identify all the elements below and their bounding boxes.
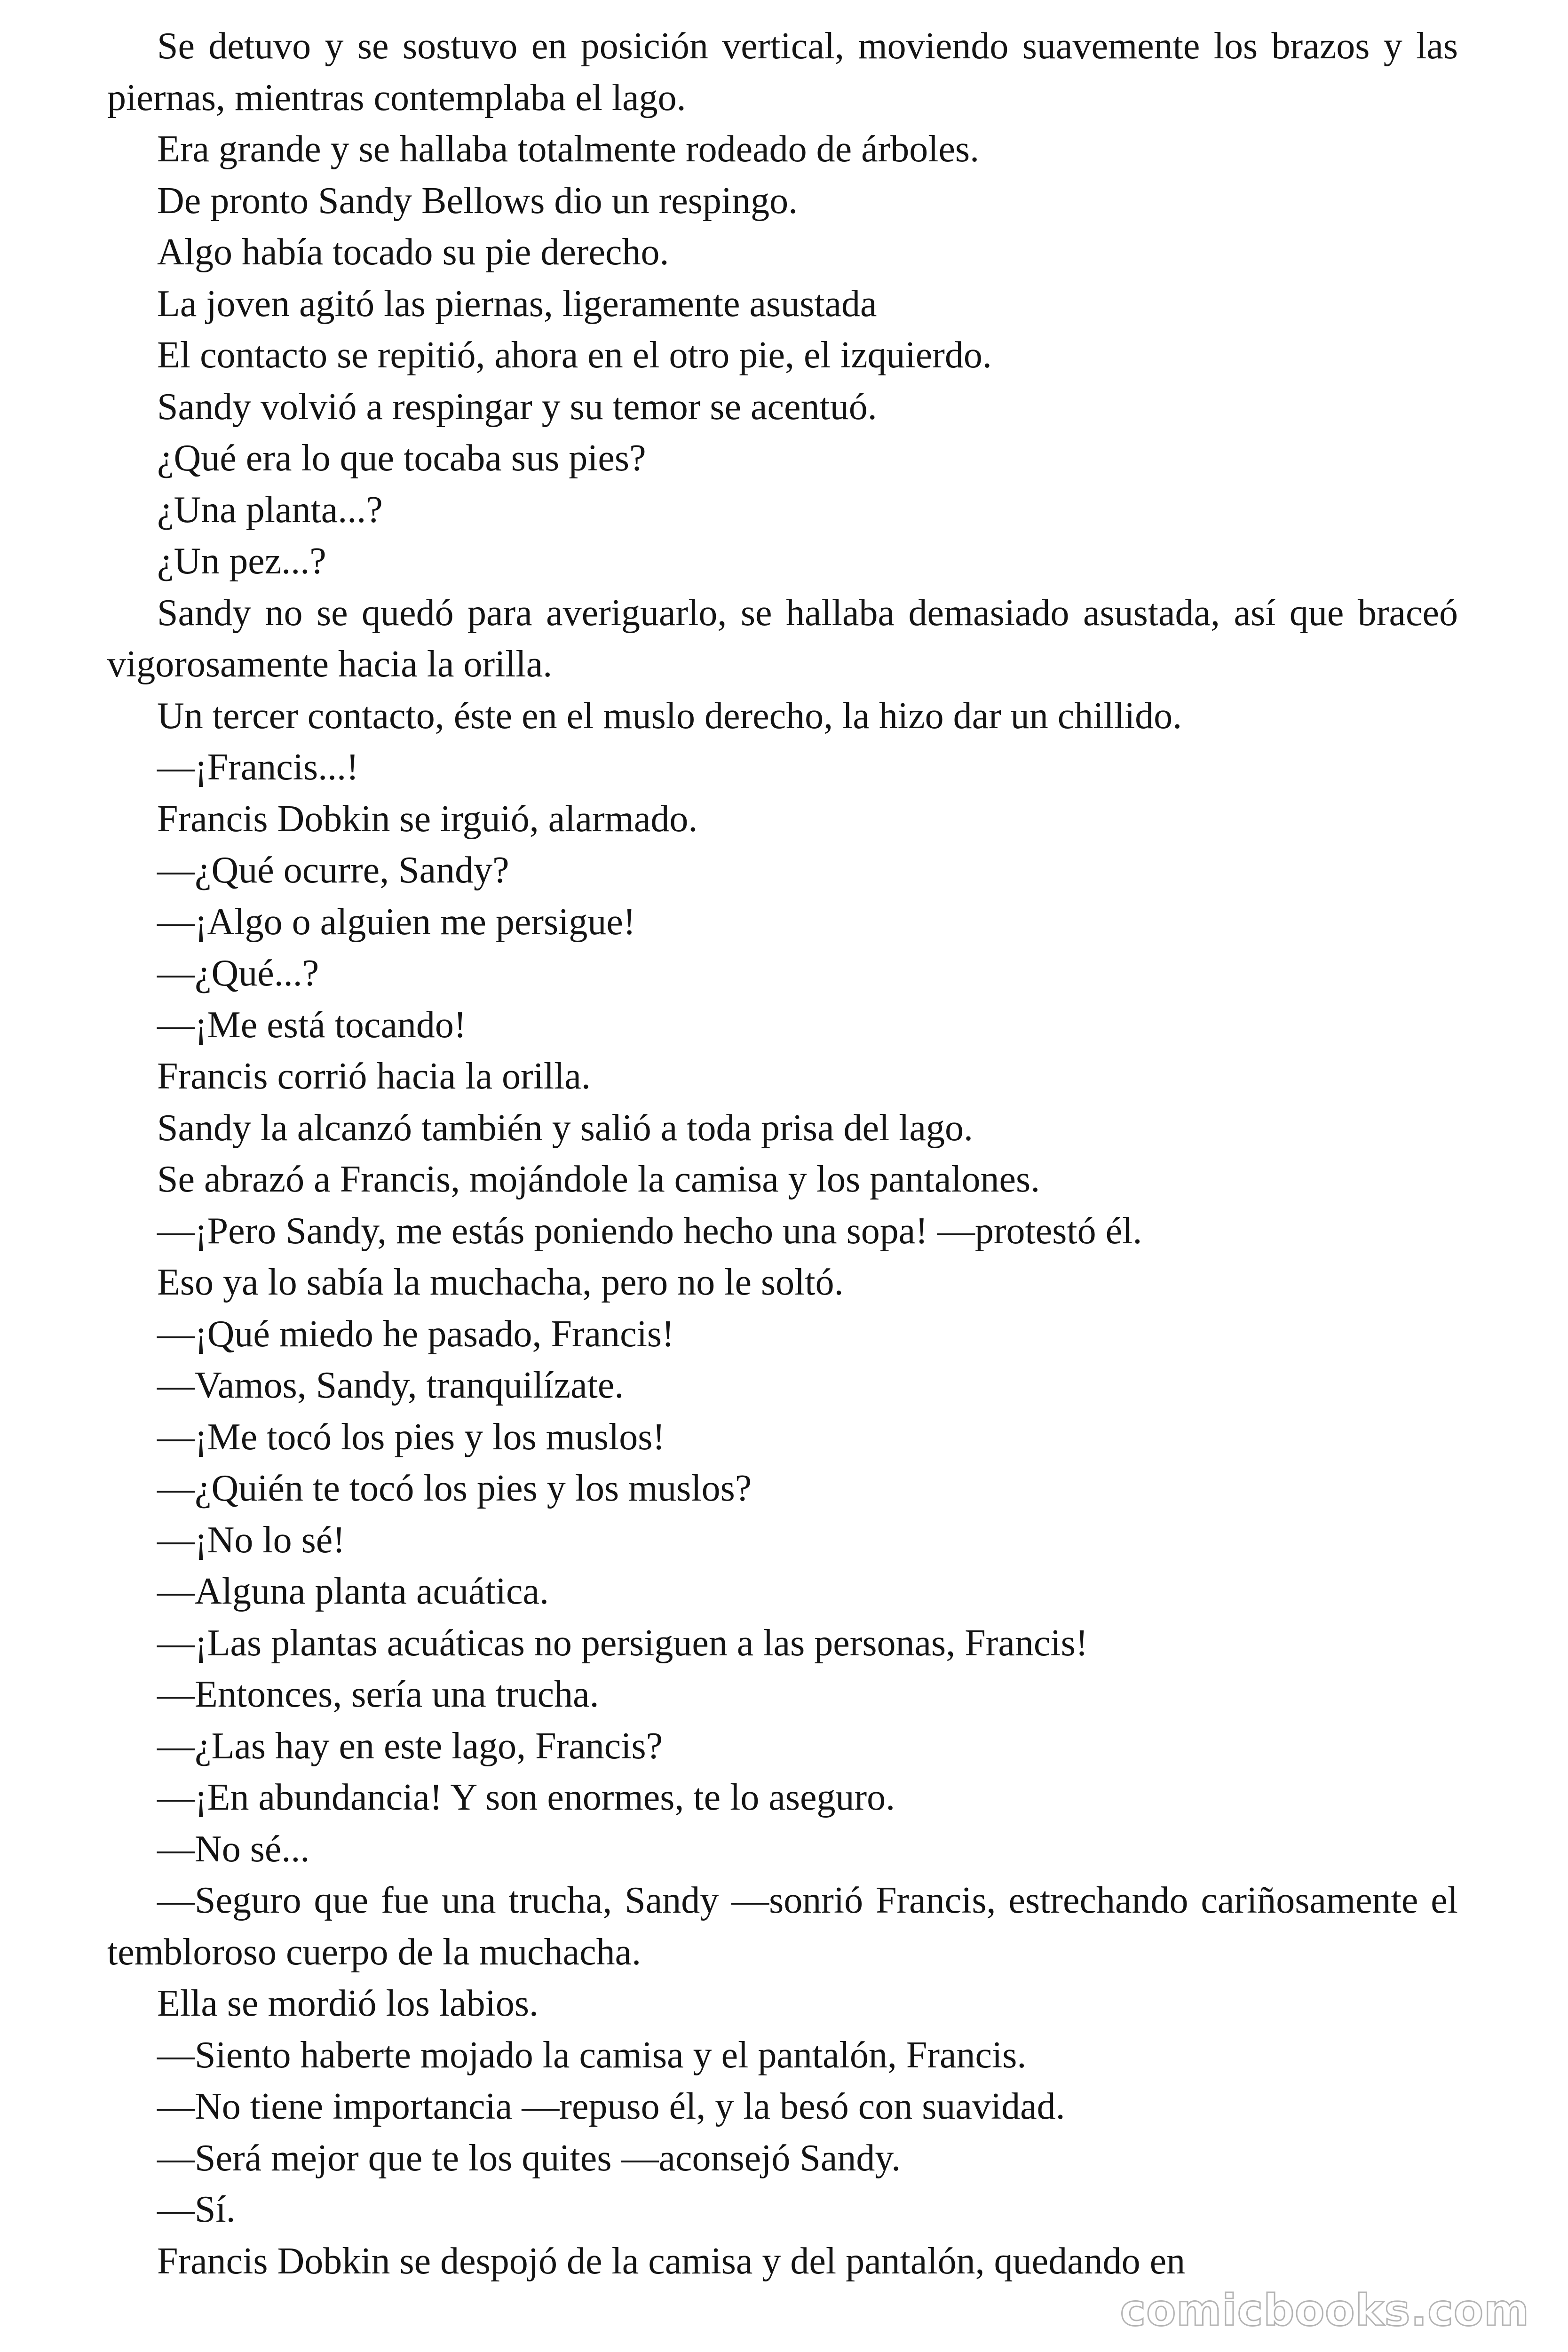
paragraph: —¡Francis...!: [157, 747, 359, 788]
paragraph: Algo había tocado su pie derecho.: [157, 231, 669, 273]
paragraph: Un tercer contacto, éste en el muslo derecho, la hizo dar un chillido.: [157, 695, 1182, 737]
paragraph: —Sí.: [157, 2189, 236, 2230]
paragraph: Francis Dobkin se irguió, alarmado.: [157, 798, 698, 840]
paragraph: La joven agitó las piernas, ligeramente asustada: [157, 283, 877, 325]
paragraph: —Siento haberte mojado la camisa y el pantalón, Francis.: [157, 2034, 1027, 2076]
paragraph: —¡En abundancia! Y son enormes, te lo aseguro.: [157, 1777, 895, 1818]
paragraph: Francis corrió hacia la orilla.: [157, 1056, 591, 1097]
paragraph: —¡No lo sé!: [157, 1519, 345, 1561]
paragraph: —No sé...: [157, 1828, 310, 1870]
paragraph: Se abrazó a Francis, mojándole la camisa y los pantalones.: [157, 1159, 1040, 1200]
page-body: [107, 21, 1458, 2287]
paragraph: Se detuvo y se sostuvo en posición vertical, moviendo suavemente los brazos y las piernas, mientras contemplaba el lago.: [107, 25, 1458, 119]
paragraph: Francis Dobkin se despojó de la camisa y del pantalón, quedando en: [157, 2240, 1186, 2282]
paragraph: —Será mejor que te los quites —aconsejó Sandy.: [157, 2137, 901, 2179]
paragraph: ¿Una planta...?: [157, 489, 383, 531]
paragraph: —No tiene importancia —repuso él, y la besó con suavidad.: [157, 2086, 1065, 2127]
paragraph: Sandy la alcanzó también y salió a toda prisa del lago.: [157, 1107, 973, 1149]
paragraph: —¿Las hay en este lago, Francis?: [157, 1725, 663, 1767]
paragraph: Sandy volvió a respingar y su temor se acentuó.: [157, 386, 877, 428]
paragraph: —Alguna planta acuática.: [157, 1571, 549, 1612]
paragraph: Sandy no se quedó para averiguarlo, se hallaba demasiado asustada, así que braceó vigorosamente hacia la orilla.: [107, 592, 1458, 685]
paragraph: El contacto se repitió, ahora en el otro pie, el izquierdo.: [157, 334, 992, 376]
paragraph: ¿Un pez...?: [157, 540, 326, 582]
paragraph: —¿Quién te tocó los pies y los muslos?: [157, 1468, 752, 1509]
paragraph: Ella se mordió los labios.: [157, 1983, 539, 2024]
paragraph: —¡Las plantas acuáticas no persiguen a las personas, Francis!: [157, 1622, 1088, 1664]
paragraph: Eso ya lo sabía la muchacha, pero no le soltó.: [157, 1262, 844, 1303]
watermark-logo: comicbooks.com: [1120, 2285, 1529, 2336]
paragraph: ¿Qué era lo que tocaba sus pies?: [157, 437, 646, 479]
paragraph: —¡Me tocó los pies y los muslos!: [157, 1416, 665, 1458]
paragraph: Era grande y se hallaba totalmente rodeado de árboles.: [157, 128, 980, 170]
paragraph: De pronto Sandy Bellows dio un respingo.: [157, 180, 798, 222]
paragraph: —¡Algo o alguien me persigue!: [157, 901, 636, 943]
paragraph: —¡Pero Sandy, me estás poniendo hecho una sopa! —protestó él.: [157, 1210, 1142, 1252]
paragraph: —¡Me está tocando!: [157, 1004, 467, 1046]
paragraph: —Seguro que fue una trucha, Sandy —sonrió Francis, estrechando cariñosamente el tembloroso cuerpo de la muchacha.: [107, 1880, 1458, 1973]
paragraph: —¿Qué ocurre, Sandy?: [157, 850, 509, 891]
paragraph: —¿Qué...?: [157, 953, 319, 994]
paragraph: —¡Qué miedo he pasado, Francis!: [157, 1313, 674, 1355]
paragraph: —Entonces, sería una trucha.: [157, 1674, 599, 1715]
paragraph: —Vamos, Sandy, tranquilízate.: [157, 1365, 624, 1406]
